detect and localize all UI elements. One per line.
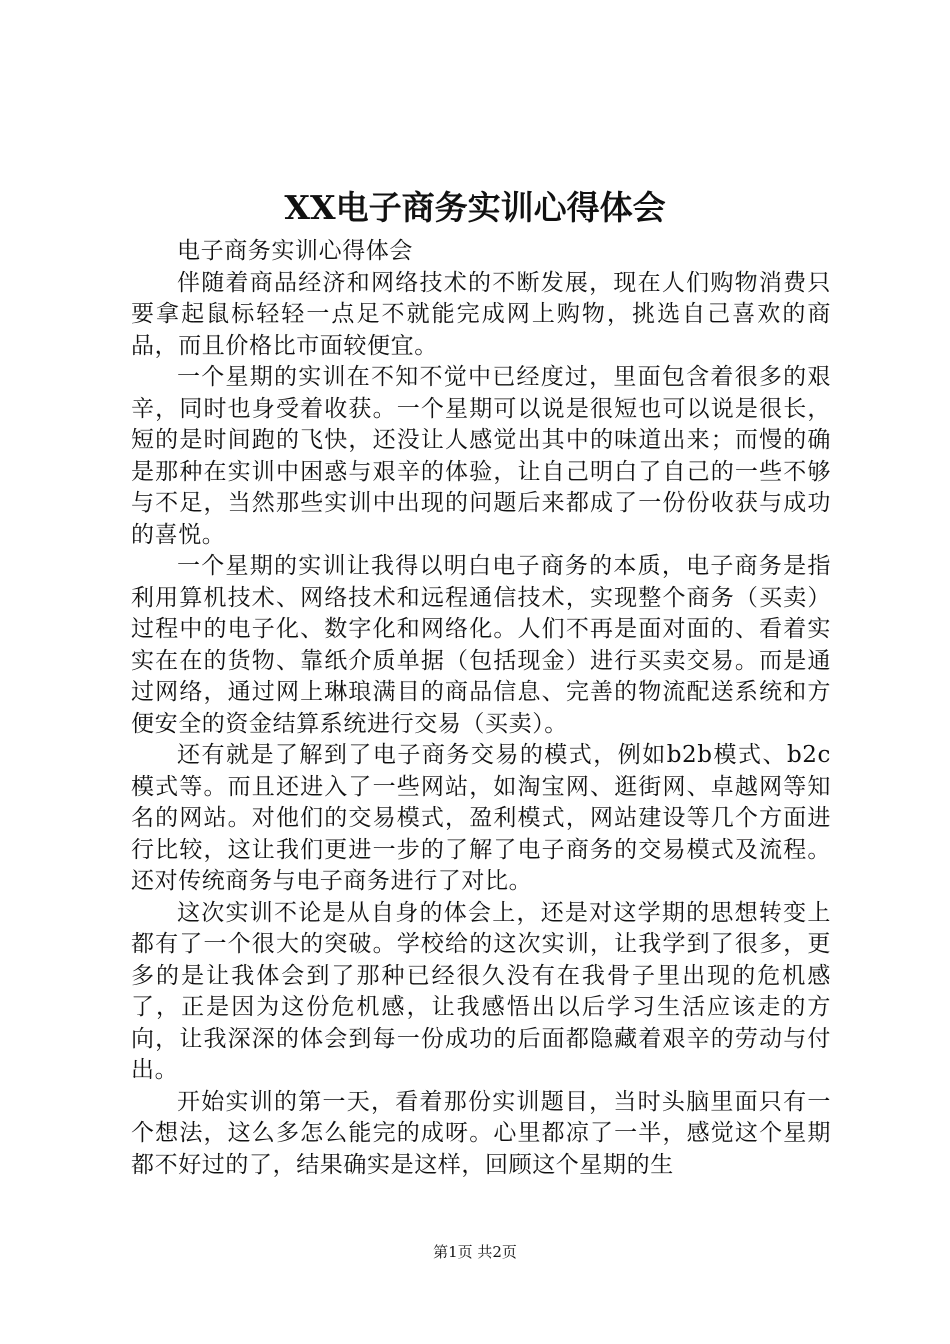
paragraph: 伴随着商品经济和网络技术的不断发展，现在人们购物消费只要拿起鼠标轻轻一点足不就能完成网上购物，挑选自己喜欢的商品，而且价格比市面较便宜。 (131, 269, 831, 359)
page-number-footer: 第1页 共2页 (433, 1243, 517, 1261)
paragraph: 一个星期的实训让我得以明白电子商务的本质，电子商务是指利用算机技术、网络技术和远程通信技术，实现整个商务（买卖）过程中的电子化、数字化和网络化。人们不再是面对面的、看着实实在在的货物、靠纸介质单据（包括现金）进行买卖交易。而是通过网络，通过网上琳琅满目的商品信息、完善的物流配送系统和方便安全的资金结算系统进行交易（买卖）。 (131, 553, 831, 737)
paragraph: 这次实训不论是从自身的体会上，还是对这学期的思想转变上都有了一个很大的突破。学校给的这次实训，让我学到了很多，更多的是让我体会到了那种已经很久没有在我骨子里出现的危机感了，正是因为这份危机感，让我感悟出以后学习生活应该走的方向，让我深深的体会到每一份成功的后面都隐藏着艰辛的劳动与付出。 (131, 899, 831, 1083)
document-subtitle: 电子商务实训心得体会 (177, 238, 413, 264)
paragraph: 一个星期的实训在不知不觉中已经度过，里面包含着很多的艰辛，同时也身受着收获。一个星期可以说是很短也可以说是很长，短的是时间跑的飞快，还没让人感觉出其中的味道出来；而慢的确是那种在实训中困惑与艰辛的体验，让自己明白了自己的一些不够与不足，当然那些实训中出现的问题后来都成了一份份收获与成功的喜悦。 (131, 364, 831, 548)
paragraph: 还有就是了解到了电子商务交易的模式，例如b2b模式、b2c模式等。而且还进入了一些网站，如淘宝网、逛街网、卓越网等知名的网站。对他们的交易模式，盈利模式，网站建设等几个方面进行比较，这让我们更进一步的了解了电子商务的交易模式及流程。还对传统商务与电子商务进行了对比。 (131, 742, 831, 894)
paragraph: 开始实训的第一天，看着那份实训题目，当时头脑里面只有一个想法，这么多怎么能完的成呀。心里都凉了一半，感觉这个星期都不好过的了，结果确实是这样，回顾这个星期的生 (131, 1088, 831, 1178)
document-title: XX电子商务实训心得体会 (284, 188, 666, 227)
document-body (131, 236, 831, 1181)
